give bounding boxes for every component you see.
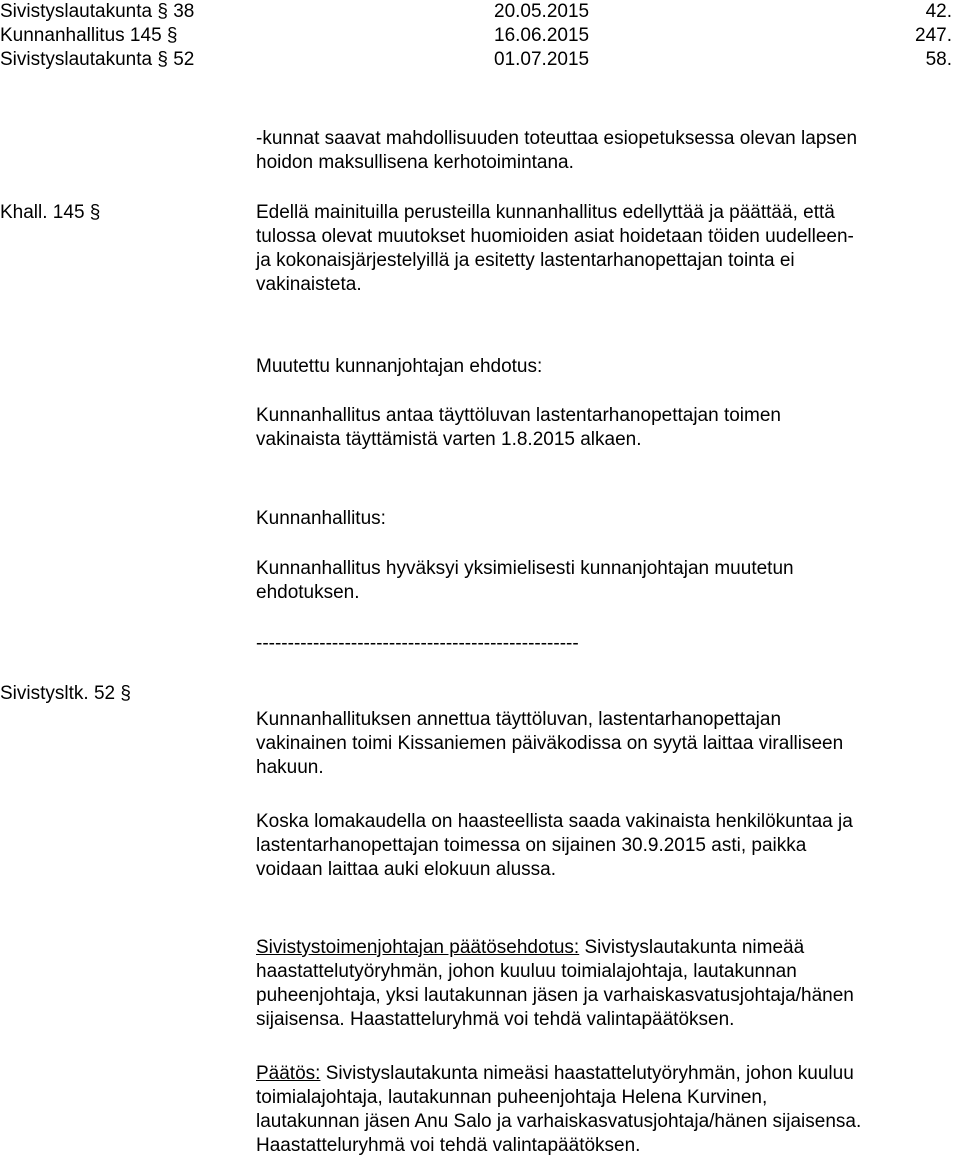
proposal-first-line	[256, 936, 956, 960]
text-fragment: Sivistyslautakunta nimeäsi haastattelutyöryhmän, johon kuuluu	[320, 1063, 854, 1084]
reference-body: Sivistyslautakunta § 52	[0, 49, 195, 70]
proposal-label: Sivistystoimenjohtajan päätösehdotus:	[256, 937, 580, 958]
amended-paragraph	[256, 404, 956, 452]
director-proposal	[256, 936, 956, 1032]
decision-paragraph	[256, 557, 956, 605]
reference-body: Sivistyslautakunta § 38	[0, 1, 195, 22]
text-line: lautakunnan jäsen Anu Salo ja varhaiskasvatusjohtaja/hänen sijaisensa.	[256, 1111, 862, 1132]
text-line: ehdotuksen.	[256, 582, 360, 603]
text-line: Edellä mainituilla perusteilla kunnanhallitus edellyttää ja päättää, että	[256, 202, 835, 223]
decision-label: Päätös:	[256, 1063, 321, 1084]
final-decision	[256, 1062, 956, 1158]
reference-date: 16.06.2015	[494, 25, 590, 46]
decision-first-line	[256, 1062, 956, 1086]
reference-page: 247.	[915, 25, 952, 46]
text-line: vakinainen toimi Kissaniemen päiväkodissa on syytä laittaa viralliseen	[256, 733, 844, 754]
text-line: -kunnat saavat mahdollisuuden toteuttaa esiopetuksessa olevan lapsen	[256, 128, 858, 149]
text-line: Kunnanhallituksen annettua täyttöluvan, lastentarhanopettajan	[256, 709, 782, 730]
sivltk-paragraph-1	[256, 708, 956, 780]
text-line: hoidon maksullisena kerhotoimintana.	[256, 152, 574, 173]
text-line: sijaisensa. Haastatteluryhmä voi tehdä valintapäätöksen.	[256, 1009, 735, 1030]
reference-date: 01.07.2015	[494, 49, 590, 70]
intro-paragraph	[256, 127, 956, 175]
decision-heading: Kunnanhallitus:	[256, 508, 386, 529]
text-line: toimialajohtaja, lautakunnan puheenjohtaja Helena Kurvinen,	[256, 1087, 768, 1108]
section-label-khall: Khall. 145 §	[0, 202, 101, 223]
text-line: voidaan laittaa auki elokuun alussa.	[256, 859, 556, 880]
amended-proposal	[256, 355, 956, 379]
section-label-sivltk: Sivistysltk. 52 §	[0, 683, 131, 704]
text-line: hakuun.	[256, 757, 324, 778]
reference-date: 20.05.2015	[494, 1, 590, 22]
text-line: haastattelutyöryhmän, johon kuuluu toimialajohtaja, lautakunnan	[256, 961, 797, 982]
text-line: Koska lomakaudella on haasteellista saada vakinaista henkilökuntaa ja	[256, 811, 853, 832]
text-line: Kunnanhallitus antaa täyttöluvan lastentarhanopettajan toimen	[256, 405, 781, 426]
text-line: vakinaisteta.	[256, 274, 362, 295]
sivltk-paragraph-2	[256, 810, 956, 882]
board-decision	[256, 507, 956, 531]
khall-paragraph	[256, 201, 956, 297]
reference-body: Kunnanhallitus 145 §	[0, 25, 178, 46]
reference-page: 42.	[925, 1, 952, 22]
text-line: ja kokonaisjärjestelyillä ja esitetty lastentarhanopettajan tointa ei	[256, 250, 795, 271]
text-line: puheenjohtaja, yksi lautakunnan jäsen ja varhaiskasvatusjohtaja/hänen	[256, 985, 854, 1006]
text-line: Kunnanhallitus hyväksyi yksimielisesti kunnanjohtajan muutetun	[256, 558, 794, 579]
amended-heading: Muutettu kunnanjohtajan ehdotus:	[256, 356, 543, 377]
text-fragment: Sivistyslautakunta nimeää	[579, 937, 805, 958]
text-line: lastentarhanopettajan toimessa on sijainen 30.9.2015 asti, paikka	[256, 835, 807, 856]
text-line: Haastatteluryhmä voi tehdä valintapäätöksen.	[256, 1135, 641, 1156]
text-line: tulossa olevat muutokset huomioiden asiat hoidetaan töiden uudelleen-	[256, 226, 854, 247]
section-separator: ---------------------------------------------------	[256, 633, 579, 654]
text-line: vakinaista täyttämistä varten 1.8.2015 alkaen.	[256, 429, 642, 450]
reference-page: 58.	[925, 49, 952, 70]
